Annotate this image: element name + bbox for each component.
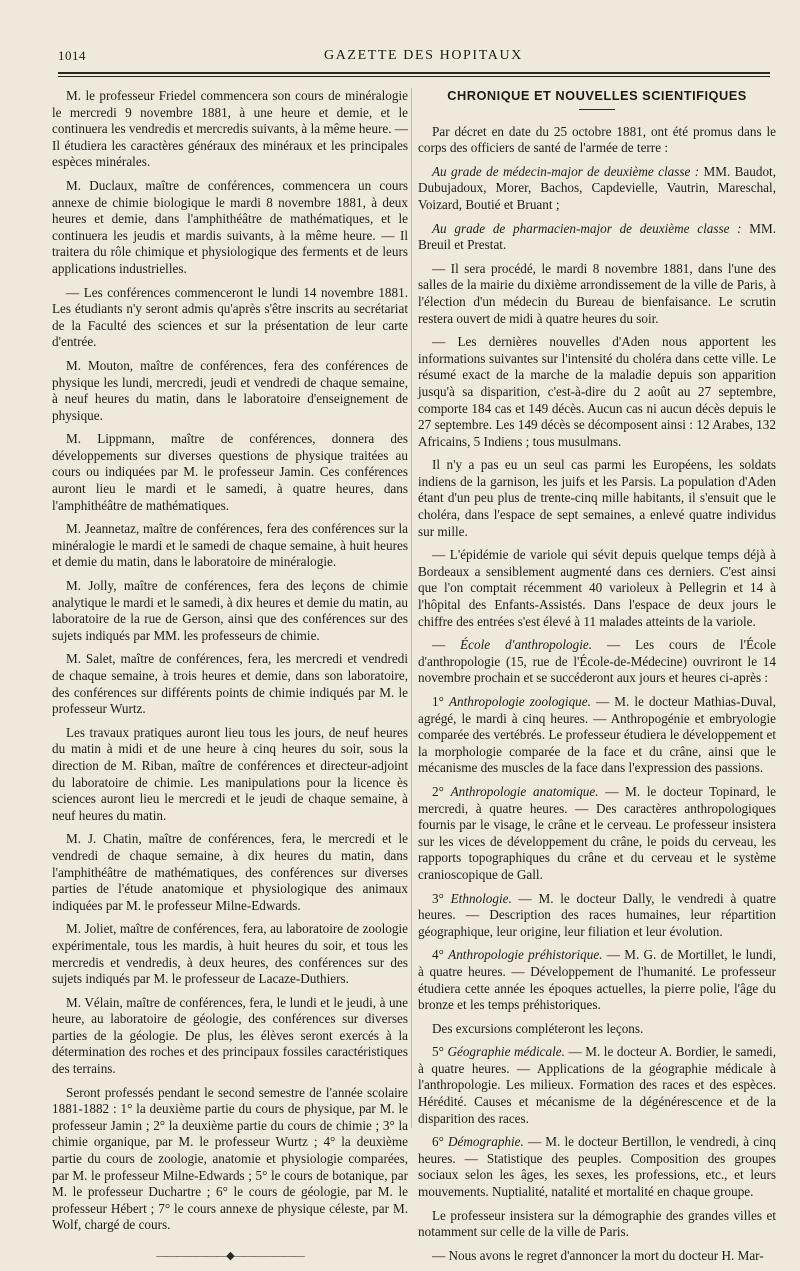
italic-label: Anthropologie zoologique. xyxy=(448,694,591,709)
item-number: 5° xyxy=(432,1044,448,1060)
italic-label: Ethnologie. xyxy=(450,890,512,906)
paragraph-text: MM. Breuil et Prestat. xyxy=(418,220,776,253)
title-rule xyxy=(579,109,615,110)
paragraph xyxy=(418,694,776,777)
paragraph: — Les dernières nouvelles d'Aden nous apportent les informations suivantes sur l'intensité du choléra dans cette ville. Le résumé exact de la marche de la maladie depuis son apparition jusqu'à sa disparition, c'est-à-dire du 2 août au 27 septembre, comporte 184 cas et 149 décès. Aucun cas ni aucun décès depuis le 27 septembre. Les 149 décès se décomposent ainsi : 12 Arabes, 132 Africains, 5 Indiens ; tous musulmans. xyxy=(418,334,776,449)
right-column xyxy=(418,88,776,1271)
paragraph: Le professeur insistera sur la démographie des grandes villes et notamment sur celle de la ville de Paris. xyxy=(418,1207,776,1240)
paragraph: M. Lippmann, maître de conférences, donnera des développements sur diverses questions de physique traitées au cours ou indiquées par M. le professeur Jamin. Ces conférences auront lieu le mardi et le samedi, à quatre heures, dans l'amphithéâtre de mathématiques. xyxy=(52,431,408,513)
item-number: 1° xyxy=(432,694,449,709)
paragraph-text: — M. G. de Mortillet, le lundi, à quatre heures. — Développement de l'humanité. Le professeur étudiera cette année les époques actuelles, la pierre polie, l'âge du bronze et les temps préhistoriques. xyxy=(418,947,777,1013)
section-title: CHRONIQUE ET NOUVELLES SCIENTIFIQUES xyxy=(447,88,747,103)
paragraph xyxy=(418,1134,776,1200)
paragraph xyxy=(418,1044,776,1127)
italic-label: École d'anthropologie. xyxy=(460,637,593,653)
paragraph-text: — Les cours de l'École d'anthropologie (15, rue de l'École-de-Médecine) ouvriront le 14 novembre prochain et se succéderont aux jours et heures ci-après : xyxy=(418,637,776,686)
italic-label: Démographie. xyxy=(448,1134,524,1150)
paragraph-text: — M. le docteur Mathias-Duval, agrégé, le mardi à cinq heures. — Anthropogénie et embryologie comparée des vertébrés. Le professeur étudiera le développement et la morphologie comparée de la face et du crâne, ainsi que le mécanisme des muscles de la face dans l'expression des passions. xyxy=(418,694,776,776)
paragraph: Par décret en date du 25 octobre 1881, ont été promus dans le corps des officiers de santé de l'armée de terre : xyxy=(418,123,776,156)
page-number: 1014 xyxy=(58,48,86,63)
paragraph: Il n'y a pas eu un seul cas parmi les Européens, les soldats indiens de la garnison, les juifs et les Parsis. La population d'Aden étant d'un peu plus de trente-cinq mille habitants, il s'ensuit que le choléra, dans l'espace de sept semaines, a enlevé quatre individus sur mille. xyxy=(418,457,776,539)
header-rule-thin xyxy=(58,76,770,77)
paragraph: M. le professeur Friedel commencera son cours de minéralogie le mercredi 9 novembre 1881, à une heure et demie, et le continuera les vendredis et mercredis suivants, à la même heure. — Il étudiera les caractères généraux des minéraux et les principales espèces minérales. xyxy=(52,88,408,170)
running-title: GAZETTE DES HOPITAUX xyxy=(324,48,523,63)
paragraph xyxy=(418,891,776,941)
paragraph: M. Mouton, maître de conférences, fera des conférences de physique les lundi, mercredi, jeudi et vendredi de chaque semaine, à neuf heures du matin, dans le laboratoire d'enseignement de physique. xyxy=(52,357,408,423)
paragraph-text: — M. le docteur Topinard, le mercredi, à quatre heures. — Des caractères anthropologiques fournis par le visage, le crâne et le cerveau. Le professeur insistera sur les vices de développement du crâne, le poids du cerveau, les rapports topographiques du crâne et du cerveau et le système cranioscopique de Gall. xyxy=(418,783,777,882)
item-number: 4° xyxy=(432,947,449,963)
paragraph-text: — M. le docteur Dally, le vendredi à quatre heures. — Description des races humaines, leur répartition géographique, leur origine, leur filiation et leur évolution. xyxy=(418,890,776,939)
paragraph-text: — M. le docteur A. Bordier, le samedi, à quatre heures. — Applications de la géographie médicale à l'anthropologie. Les milieux. Formation des races et des espèces. Hérédité. Causes et mécanisme de la dégénérescence et de la disparition des races. xyxy=(418,1044,777,1126)
paragraph xyxy=(418,164,776,214)
paragraph xyxy=(418,637,776,687)
paragraph: M. Duclaux, maître de conférences, commencera un cours annexe de chimie biologique le mardi 8 novembre 1881, à deux heures et demie, dans l'amphithéâtre de mathématiques, et le continuera les jeudis et mardis suivants, à la même heure. — Il traitera du rôle chimique et physiologique des ferments et de leurs applications industrielles. xyxy=(52,177,408,276)
paragraph xyxy=(418,947,776,1013)
paragraph: — Nous avons le regret d'annoncer la mort du docteur H. Mar- xyxy=(432,1247,764,1263)
paragraph: — Les conférences commenceront le lundi 14 novembre 1881. Les étudiants n'y seront admis qu'après s'être inscrits au secrétariat de la Faculté des sciences et sur la présentation de leur carte d'entrée. xyxy=(52,284,408,350)
paragraph: M. Jeannetaz, maître de conférences, fera des conférences sur la minéralogie le mardi et le samedi de chaque semaine, à huit heures et demie du matin, dans le laboratoire de minéralogie. xyxy=(52,521,408,570)
item-number: 2° xyxy=(432,783,451,799)
paragraph-text: MM. Baudot, Dubujadoux, Morer, Bachos, Capdevielle, Vautrin, Mareschal, Voizard, Boutié et Bruant ; xyxy=(418,163,776,212)
paragraph: M. J. Chatin, maître de conférences, fera, le mercredi et le vendredi de chaque semaine, à dix heures du matin, dans l'amphithéâtre de mathématiques, des conférences sur diverses parties de l'étude anatomique et physiologique des animaux indiquées par M. le professeur Milne-Edwards. xyxy=(52,831,408,913)
paragraph: M. Joliet, maître de conférences, fera, au laboratoire de zoologie expérimentale, tous les mardis, à huit heures du soir, et tous les mercredis et vendredis, à deux heures, des conférences sur des sujets indiqués par M. le professeur de Lacaze-Duthiers. xyxy=(52,921,408,987)
italic-label: Au grade de pharmacien-major de deuxième classe : xyxy=(432,220,742,236)
italic-label: Géographie médicale. xyxy=(447,1044,565,1060)
paragraph-text: — M. le docteur Bertillon, le vendredi, à cinq heures. — Statistique des peuples. Composition des groupes sociaux selon les âges, les sexes, les professions, etc., et leurs mouvements. Nuptialité, natalité et mortalité en chaque groupe. xyxy=(418,1134,776,1200)
paragraph: — L'épidémie de variole qui sévit depuis quelque temps déjà à Bordeaux a sensiblement augmenté dans ces derniers. C'est ainsi que l'on comptait récemment 40 varioleux à Pellegrin et 14 à l'hôpital des Enfants-Assistés. Dans l'espace de deux jours le chiffre des entrées s'est élevé à 11 malades atteints de la variole. xyxy=(418,547,776,629)
left-column xyxy=(52,88,408,1265)
paragraph: Des excursions compléteront les leçons. xyxy=(432,1020,644,1036)
page-header xyxy=(58,48,770,70)
paragraph: M. Jolly, maître de conférences, fera des leçons de chimie analytique le mardi et le samedi, à dix heures et demie du matin, au laboratoire de la rue de Gerson, ainsi que des conférences sur des sujets indiqués par MM. les professeurs de chimie. xyxy=(52,578,408,643)
paragraph: — Il sera procédé, le mardi 8 novembre 1881, dans l'une des salles de la mairie du dixième arrondissement de la ville de Paris, à l'élection d'un médecin du Bureau de bienfaisance. Le scrutin restera ouvert de midi à quatre heures du soir. xyxy=(418,260,776,326)
paragraph xyxy=(418,221,776,254)
column-divider xyxy=(411,88,412,1128)
italic-label: Anthropologie anatomique. xyxy=(450,783,599,799)
header-rule-thick xyxy=(58,72,770,74)
italic-label: Anthropologie préhistorique. xyxy=(448,947,603,963)
ornamental-divider: ———————◆——————— xyxy=(156,1250,304,1262)
paragraph: M. Vélain, maître de conférences, fera, le lundi et le jeudi, à une heure, au laboratoire de géologie, des conférences sur diverses parties de la géologie. De plus, les élèves seront exercés à la détermination des roches et des principaux fossiles caractéristiques des terrains. xyxy=(52,994,408,1077)
item-number: 3° xyxy=(432,890,451,906)
dash: — xyxy=(432,637,461,653)
paragraph xyxy=(418,784,776,884)
item-number: 6° xyxy=(432,1134,449,1150)
paragraph: M. Salet, maître de conférences, fera, les mercredi et vendredi de chaque semaine, à trois heures et demie, dans son laboratoire, des conférences sur différents points de chimie indiqués par M. le professeur Wurtz. xyxy=(52,651,408,717)
paragraph: Les travaux pratiques auront lieu tous les jours, de neuf heures du matin à midi et de une heure à cinq heures du soir, sous la direction de M. Riban, maître de conférences et directeur-adjoint du laboratoire de chimie. Les manipulations pour la licence ès sciences auront lieu le mercredi et le jeudi de chaque semaine, à neuf heures du matin. xyxy=(52,724,408,823)
paragraph: Seront professés pendant le second semestre de l'année scolaire 1881-1882 : 1° la deuxième partie du cours de physique, par M. le professeur Jamin ; 2° la deuxième partie du cours de chimie ; 3° la chimie organique, par M. le professeur Wurtz ; 4° la deuxième partie du cours de zoologie, anatomie et physiologie comparées, par M. le professeur Milne-Edwards ; 5° le cours de botanique, par M. le professeur Duchartre ; 6° le cours de géologie, par M. le professeur Hébert ; 7° le cours annexe de physique céleste, par M. Wolf, chargé de cours. xyxy=(52,1084,408,1233)
italic-label: Au grade de médecin-major de deuxième classe : xyxy=(432,163,700,179)
